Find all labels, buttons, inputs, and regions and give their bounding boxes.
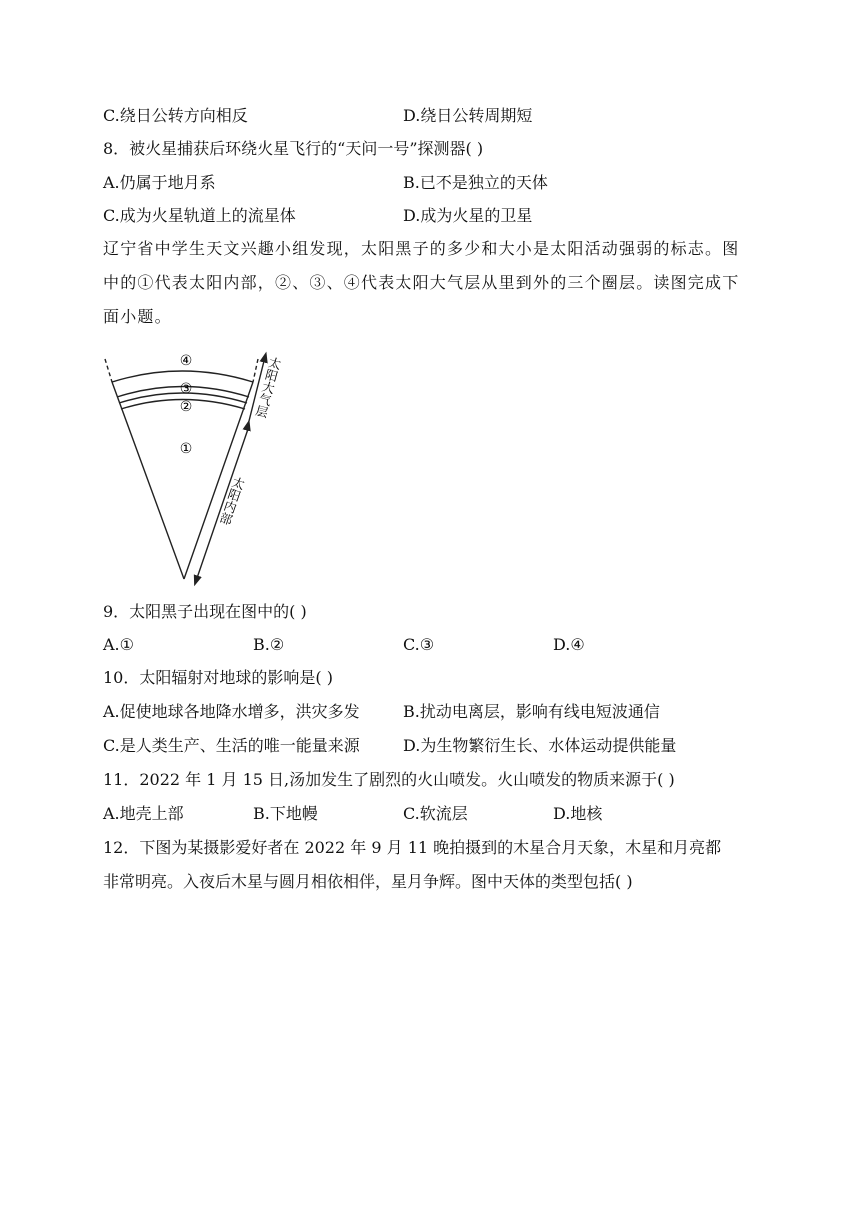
q12-stem-line-1: 12．下图为某摄影爱好者在 2022 年 9 月 11 晚拍摄到的木星合月天象，木星和月亮都 — [103, 838, 722, 857]
layer-3-label: ③ — [179, 381, 193, 397]
q9-option-b: B.② — [253, 635, 285, 654]
q7-option-c: C.绕日公转方向相反 — [103, 106, 248, 125]
atmosphere-label: 太阳大气层 — [252, 355, 284, 420]
layer-2-label: ② — [179, 399, 193, 415]
passage-line-1: 辽宁省中学生天文兴趣小组发现，太阳黑子的多少和大小是太阳活动强弱的标志。图 — [103, 239, 740, 258]
reading-passage — [103, 232, 763, 334]
q10-option-b: B.扰动电离层，影响有线电短波通信 — [403, 702, 660, 721]
left-dashed-edge — [105, 359, 112, 382]
q10-stem: 10．太阳辐射对地球的影响是( ) — [103, 668, 333, 687]
left-edge — [112, 382, 184, 579]
q9-option-d: D.④ — [553, 635, 585, 654]
q11-option-c: C.软流层 — [403, 804, 468, 823]
q12-stem-line-2: 非常明亮。入夜后木星与圆月相依相伴，星月争辉。图中天体的类型包括( ) — [103, 872, 633, 891]
q8-option-a: A.仍属于地月系 — [103, 173, 216, 192]
interior-label: 太阳内部 — [216, 474, 248, 527]
passage-line-3: 面小题。 — [103, 307, 172, 326]
q9-option-c: C.③ — [403, 635, 435, 654]
q7-option-d: D.绕日公转周期短 — [403, 106, 533, 125]
q11-option-a: A.地壳上部 — [103, 804, 184, 823]
q10-option-d: D.为生物繁衍生长、水体运动提供能量 — [403, 736, 677, 755]
q10-option-c: C.是人类生产、生活的唯一能量来源 — [103, 736, 360, 755]
q8-stem: 8．被火星捕获后环绕火星飞行的“天问一号”探测器( ) — [103, 139, 484, 158]
layer-1-label: ① — [179, 441, 193, 457]
passage-line-2: 中的①代表太阳内部，②、③、④代表太阳大气层从里到外的三个圈层。读图完成下 — [103, 273, 740, 292]
q11-stem: 11．2022 年 1 月 15 日,汤加发生了剧烈的火山喷发。火山喷发的物质来源于( ) — [103, 770, 675, 789]
right-dashed-edge — [253, 359, 258, 382]
q9-stem: 9．太阳黑子出现在图中的( ) — [103, 602, 307, 621]
q8-option-d: D.成为火星的卫星 — [403, 206, 533, 225]
layer-4-label: ④ — [179, 353, 193, 369]
q9-option-a: A.① — [103, 635, 134, 654]
q11-option-b: B.下地幔 — [253, 804, 318, 823]
q8-option-b: B.已不是独立的天体 — [403, 173, 548, 192]
q8-option-c: C.成为火星轨道上的流星体 — [103, 206, 296, 225]
q11-option-d: D.地核 — [553, 804, 603, 823]
sun-structure-diagram — [100, 345, 300, 590]
q10-option-a: A.促使地球各地降水增多，洪灾多发 — [103, 702, 360, 721]
